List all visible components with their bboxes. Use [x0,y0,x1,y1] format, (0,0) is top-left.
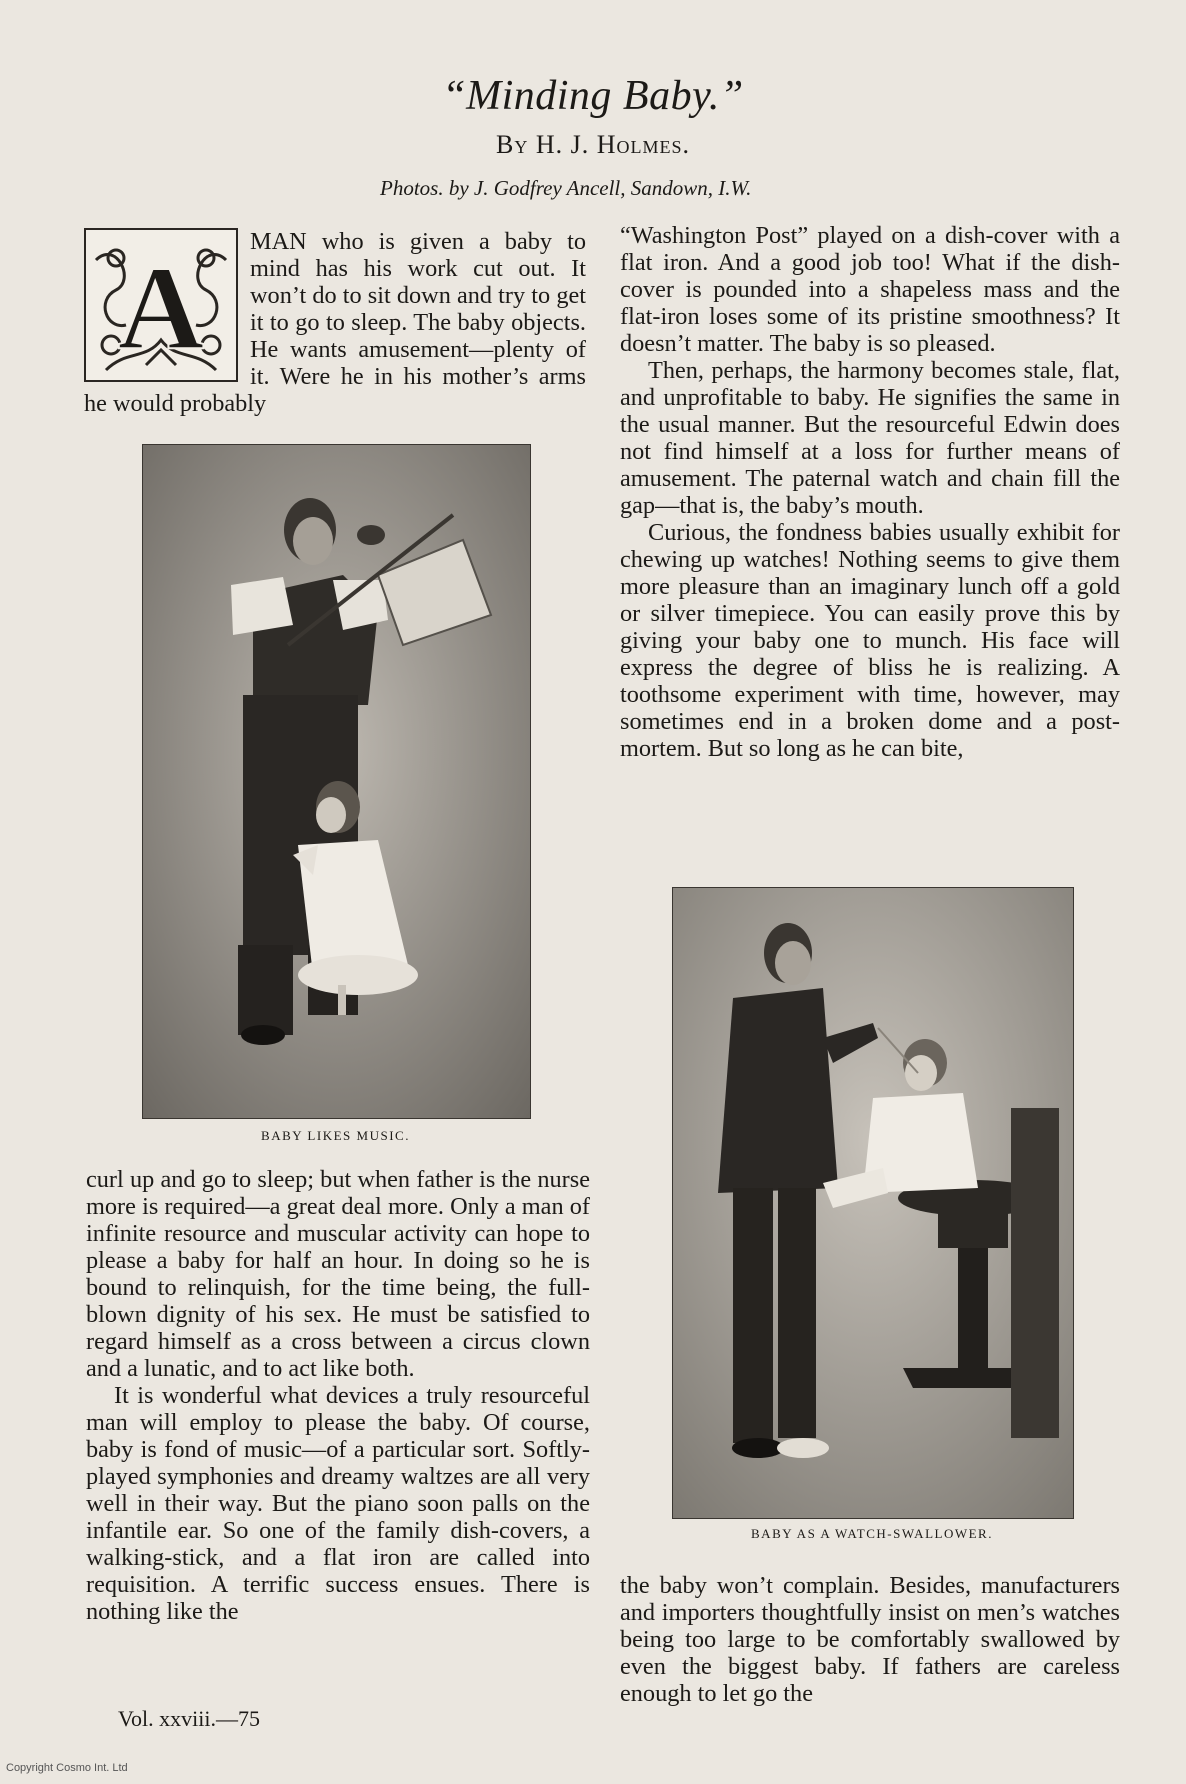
photo2-caption: BABY AS A WATCH-SWALLOWER. [751,1526,993,1541]
column-left-bottom [86,1166,590,1625]
column-right-bottom [620,1572,1120,1707]
ornamental-dropcap [84,228,238,382]
article-byline: By H. J. Holmes. [495,130,691,159]
copyright-notice: Copyright Cosmo Int. Ltd [6,1762,128,1774]
volume-page-number: Vol. xxviii.—75 [118,1706,261,1731]
column-right-top [620,222,1120,762]
photo1-caption: BABY LIKES MUSIC. [261,1128,410,1143]
paragraph: It is wonderful what devices a truly resourceful man will employ to please the baby. Of course, baby is fond of music—of a particular sort. Softly-played symphonies and dreamy waltzes are all very well in their way. But the piano soon palls on the infantile ear. So one of the family dish-covers, a walking-stick, and a flat iron are called into requisition. A terrific success ensues. There is nothing like the [86,1382,590,1625]
article-title: “Minding Baby.” [442,73,744,119]
paragraph: the baby won’t complain. Besides, manufacturers and importers thoughtfully insist on men’s watches being too large to be comfortably swallowed by even the biggest baby. If fathers are careless enough to let go the [620,1572,1120,1707]
paragraph: Then, perhaps, the harmony becomes stale, flat, and unprofitable to baby. He signifies the same in the usual manner. But the resourceful Edwin does not find himself at a loss for further means of amusement. The paternal watch and chain fill the gap—that is, the baby’s mouth. [620,357,1120,519]
column-left-top [84,228,586,417]
paragraph: MAN who is given a baby to mind has his work cut out. It won’t do to sit down and try to get it to go to sleep. The baby objects. He wants amusement—plenty of it. Were he in his mother’s arms he would probably [84,228,586,417]
dropcap-letter: A [117,241,205,374]
paragraph: Curious, the fondness babies usually exhibit for chewing up watches! Nothing seems to give them more pleasure than an imaginary lunch off a gold or silver timepiece. You can easily prove this by giving your baby one to munch. His face will express the degree of bliss he is realizing. A toothsome experiment with time, however, may sometimes end in a broken dome and a post-mortem. But so long as he can bite, [620,519,1120,762]
photo-baby-likes-music [142,444,531,1119]
paragraph: “Washington Post” played on a dish-cover with a flat iron. And a good job too! What if the dish-cover is pounded into a shapeless mass and the flat-iron loses some of its pristine smoothness? It doesn’t matter. The baby is so pleased. [620,222,1120,357]
photo-baby-watch-swallower [672,887,1074,1519]
paragraph: curl up and go to sleep; but when father is the nurse more is required—a great deal more. Only a man of infinite resource and muscular activity can hope to please a baby for half an hour. In doing so he is bound to relinquish, for the time being, the full-blown dignity of his sex. He must be satisfied to regard himself as a cross between a circus clown and a lunatic, and to act like both. [86,1166,590,1382]
floral-ornament-icon [86,230,236,380]
photo-credit: Photos. by J. Godfrey Ancell, Sandown, I.W. [380,176,752,200]
